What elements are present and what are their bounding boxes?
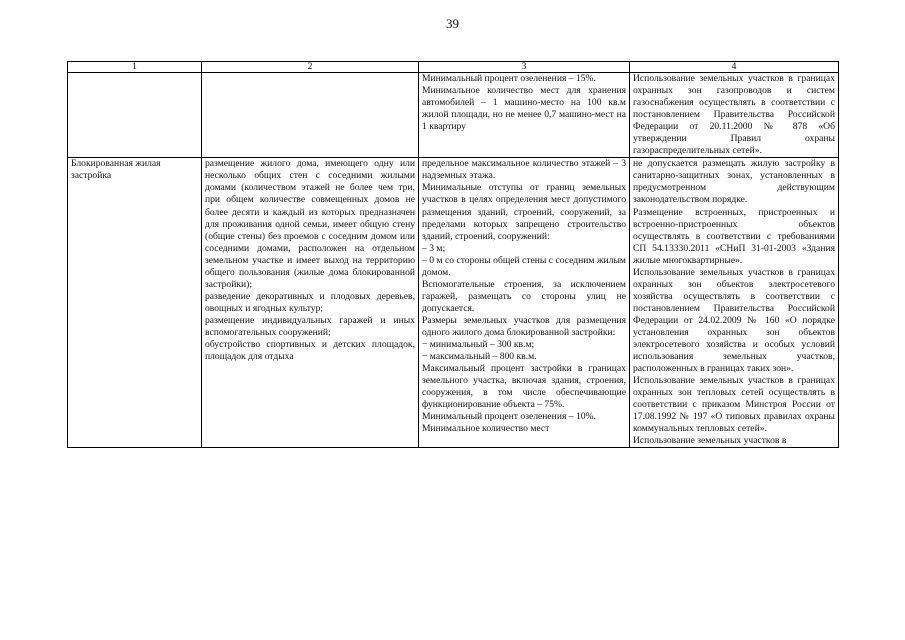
column-number-4: 4 — [630, 62, 839, 73]
restriction-paragraph: Использование земельных участков в — [633, 435, 787, 447]
cell-restrictions — [630, 73, 839, 158]
restriction-paragraph: Использование земельных участков в границах охранных зон тепловых сетей осуществлять в соответствии с приказом Минстроя России от 17.08.1992 № 197 «О типовых правилах охраны коммунальных тепловых сетей». — [633, 375, 835, 435]
page-number: 39 — [446, 16, 459, 31]
use-paragraph: размещение жилого дома, имеющего одну или несколько общих стен с соседними жилыми домами (количеством этажей не более чем три, при общем количестве совмещенных домов не более десяти и каждый из которых предназначен для проживания одной семьи, имеет общую стену (общие стены) без проемов с соседним домом или соседними домами, расположен на отдельном земельном участке и имеет выход на территорию общего пользования (жилые дома блокированной застройки); — [205, 158, 415, 290]
parameter-paragraph: Размеры земельных участков для размещения одного жилого дома блокированной застройки: — [422, 314, 626, 338]
cell-land-use-type — [68, 158, 202, 448]
cell-land-use-type — [68, 73, 202, 158]
parameter-paragraph: Минимальное количество мест — [422, 423, 550, 435]
table-row — [68, 73, 839, 158]
use-paragraph: обустройство спортивных и детских площадок, площадок для отдыха — [205, 339, 415, 363]
use-paragraph: разведение декоративных и плодовых деревьев, овощных и ягодных культур; — [205, 290, 415, 314]
column-number-2: 2 — [202, 62, 419, 73]
column-number-row — [68, 62, 839, 73]
parameter-paragraph: Минимальное количество мест для хранения автомобилей – 1 машино-место на 100 кв.м жилой площади, но не менее 0,7 машино-мест на 1 квартиру — [422, 85, 626, 133]
parameter-paragraph: Вспомогательные строения, за исключением гаражей, размещать со стороны улиц не допускается. — [422, 278, 626, 314]
cell-parameters — [419, 158, 630, 448]
column-number-3: 3 — [419, 62, 630, 73]
parameter-paragraph: Минимальный процент озеленения – 15%. — [422, 73, 596, 84]
use-paragraph: размещение индивидуальных гаражей и иных вспомогательных сооружений; — [205, 314, 415, 338]
parameter-paragraph: – 3 м; — [422, 242, 446, 254]
parameter-paragraph: – 0 м со стороны общей стены с соседним жилым домом. — [422, 254, 626, 278]
parameter-paragraph: Минимальные отступы от границ земельных участков в целях определения мест допустимого размещения зданий, строений, сооружений, за пределами которых запрещено строительство зданий, строений, сооружений: — [422, 182, 626, 242]
parameter-list-item: − максимальный – 800 кв.м. — [422, 351, 537, 363]
zoning-table — [67, 61, 839, 448]
parameter-paragraph: предельное максимальное количество этажей – 3 надземных этажа. — [422, 158, 626, 182]
cell-parameters — [419, 73, 630, 158]
restriction-paragraph: не допускается размещать жилую застройку в санитарно-защитных зонах, установленных в предусмотренном действующим законодательством порядке. — [633, 158, 835, 206]
parameter-paragraph: Минимальный процент озеленения – 10%. — [422, 411, 596, 423]
land-use-type-label: Блокированная жилая застройка — [71, 158, 161, 182]
restriction-paragraph: Использование земельных участков в границах охранных зон газопроводов и систем газоснабжения осуществлять в соответствии с постановлением Правительства Российской Федерации от 20.11.2000 № 878 «Об утверждении Правил охраны газораспределительных сетей». — [633, 73, 835, 157]
cell-restrictions — [630, 158, 839, 448]
cell-permitted-uses — [202, 158, 419, 448]
column-number-1: 1 — [68, 62, 202, 73]
restriction-paragraph: Использование земельных участков в границах охранных зон объектов электросетевого хозяйства осуществлять в соответствии с постановлением Правительства Российской Федерации от 24.02.2009 № 160 «О порядке установления охранных зон объектов электросетевого хозяйства и особых условий использования земельных участков, расположенных в границах таких зон». — [633, 266, 835, 375]
table-row — [68, 158, 839, 448]
parameter-paragraph: Максимальный процент застройки в границах земельного участка, включая здания, строения, сооружения, в том числе обеспечивающие функционирование объекта – 75%. — [422, 363, 626, 411]
restriction-paragraph: Размещение встроенных, пристроенных и встроенно-пристроенных объектов осуществлять в соответствии с требованиями СП 54.13330.2011 «СНиП 31-01-2003 «Здания жилые многоквартирные». — [633, 206, 835, 266]
cell-permitted-uses — [202, 73, 419, 158]
parameter-list-item: − минимальный – 300 кв.м; — [422, 339, 535, 351]
